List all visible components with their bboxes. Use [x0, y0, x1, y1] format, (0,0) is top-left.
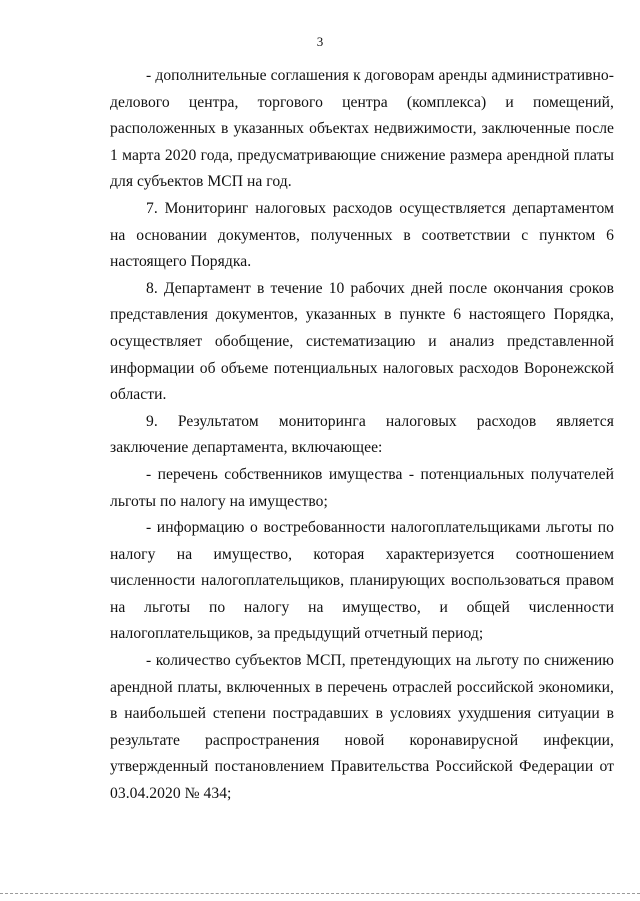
paragraph-8-department: 8. Департамент в течение 10 рабочих дней после окончания сроков представления документов, указанных в пункте 6 настоящего Порядка, осуществляет обобщение, систематизацию и анализ представленной информации об объеме потенциальных налоговых расходов Воронежской области. [110, 279, 614, 404]
paragraph-9-result: 9. Результатом мониторинга налоговых расходов является заключение департамента, включающее: [110, 412, 614, 457]
page-number: 3 [316, 34, 324, 49]
scan-edge-line [0, 893, 640, 894]
list-item-demand-info: - информацию о востребованности налогоплательщиками льготы по налогу на имущество, которая характеризуется соотношением численности налогоплательщиков, планирующих воспользоваться правом на льготы по налогу на имущество, и общей численности налогоплательщиков, за предыдущий отчетный период; [110, 519, 614, 643]
paragraph-7-monitoring: 7. Мониторинг налоговых расходов осуществляется департаментом на основании документов, полученных в соответствии с пунктом 6 настоящего Порядка. [110, 199, 614, 271]
paragraph-lease-agreements: - дополнительные соглашения к договорам аренды административно-делового центра, торгового центра (комплекса) и помещений, расположенных в указанных объектах недвижимости, заключенные после 1 марта 2020 года, предусматривающие снижение размера арендной платы для субъектов МСП на год. [110, 67, 614, 191]
document-body [110, 63, 614, 808]
list-item-owners: - перечень собственников имущества - потенциальных получателей льготы по налогу на имущество; [110, 465, 614, 510]
list-item-sme-count: - количество субъектов МСП, претендующих на льготу по снижению арендной платы, включенных в перечень отраслей российской экономики, в наибольшей степени пострадавших в условиях ухудшения ситуации в результате распространения новой коронавирусной инфекции, утвержденный постановлением Правительства Российской Федерации от 03.04.2020 № 434; [110, 652, 614, 803]
